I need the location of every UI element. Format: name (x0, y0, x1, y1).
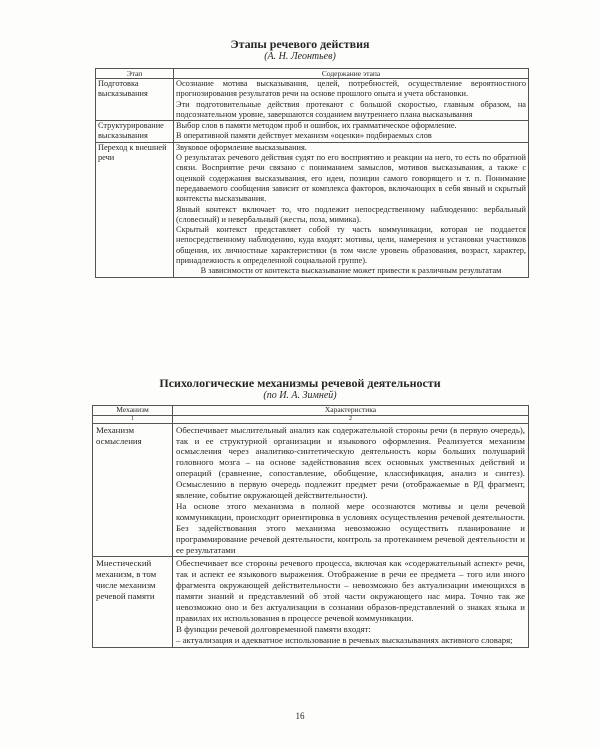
stage-cell: Переход к внешней речи (96, 142, 174, 277)
paragraph: Скрытый контекст представляет собой ту часть коммуникации, которая не поддается непосредственному наблюдению, куда входят: мотивы, цели, намерения и установки участников общения, их личностные характеристики (в том числе уровень образования, возраст, характер, принадлежность к определенной социальной группе). (176, 225, 526, 266)
content-cell (174, 79, 529, 121)
stage-cell: Структурирование высказывания (96, 121, 174, 143)
paragraph: Явный контекст включает то, что подлежит непосредственному наблюдению: вербальный (словесный) и невербальный (жесты, поза, мимика). (176, 204, 526, 224)
column-number: 1 (93, 415, 173, 423)
table-row (96, 121, 529, 143)
characteristic-cell (173, 423, 529, 557)
paragraph: Обеспечивает мыслительный анализ как содержательной стороны речи (в первую очередь), так и ее структурной организации и языкового оформления. Реализуется механизм осмысления через аналитико-синтетическую деятельность коры больших полушарий головного мозга – на основе задействования всех основных умственных действий и операций (сравнение, сопоставление, обобщение, классификация, анализ и синтез). Осмыслению в первую очередь подлежит предмет речи (отображаемые в РД фрагмент, явление, событие окружающей действительности). (176, 424, 525, 501)
paragraph: Выбор слов в памяти методом проб и ошибок, их грамматическое оформление. (176, 121, 457, 131)
paragraph: О результатах речевого действия судят по его восприятию и реакции на него, то есть по обратной связи. Восприятие речи связано с пониманием замыслов, мотивов высказывания, а также с оценкой содержания высказывания, его идеи, позиции самого говорящего и т. п. Понимание передаваемого сообщения зависит от комплекса факторов, включающих в себя явный и скрытый контексты высказывания. (176, 153, 526, 204)
paragraph: На основе этого механизма в полной мере осознаются мотивы и цели речевой коммуникации, происходит ориентировка в условиях осуществления речевой деятельности. Без задействования этого механизма невозможно осуществить планирование и программирование речевой деятельности, контроль за протеканием речевой деятельности и ее результатами (176, 500, 525, 555)
paragraph: Обеспечивает все стороны речевого процесса, включая как «содержательный аспект» речи, так и аспект ее языкового выражения. Отображение в речи ее предмета – того или иного фрагмента окружающей действительности – невозможно без актуализации имеющихся в памяти знаний и представлений об этой части окружающего нас мира. Точно так же невозможно оно и без актуализации в сознании образов-представлений о знаках языка и правилах их использования в процессе речевой коммуникации. (176, 558, 525, 623)
table1-title: Этапы речевого действия (230, 37, 370, 51)
table-row (93, 557, 529, 647)
speech-action-stages-table (95, 68, 529, 278)
table-header-row (93, 406, 529, 416)
mechanism-cell: Мнестический механизм, в том числе механизм речевой памяти (93, 557, 173, 647)
paragraph: Звуковое оформление высказывания. (176, 142, 307, 152)
paragraph: В функции речевой долговременной памяти входят: (176, 623, 371, 634)
stage-cell: Подготовка высказывания (96, 79, 174, 121)
column-header-stage: Этап (96, 69, 174, 79)
column-number: 2 (173, 415, 529, 423)
column-number-row (93, 415, 529, 423)
paragraph: В зависимости от контекста высказывание может привести к различным результатам (200, 266, 502, 276)
table-header-row (96, 69, 529, 79)
table-row (96, 79, 529, 121)
speech-mechanisms-table (92, 405, 529, 648)
paragraph: Эти подготовительные действия протекают с большой скоростью, главным образом, на подсознательном уровне, завершаются созданием внутреннего плана высказывания (176, 99, 526, 119)
table2-author: (по И. А. Зимней) (263, 390, 337, 401)
mechanism-cell: Механизм осмысления (93, 423, 173, 557)
page-number: 16 (295, 711, 305, 721)
table2-title: Психологические механизмы речевой деятельности (159, 376, 441, 390)
paragraph: В оперативной памяти действует механизм «оценки» подбираемых слов (176, 131, 432, 141)
column-header-content: Содержание этапа (174, 69, 529, 79)
characteristic-cell (173, 557, 529, 647)
paragraph: Осознание мотива высказывания, целей, потребностей, осуществление вероятностного прогнозирования результатов речи на основе прошлого опыта и учета обстановки. (176, 79, 526, 99)
table1-author: (А. Н. Леонтьев) (264, 51, 336, 62)
content-cell (174, 121, 529, 143)
table-row (93, 423, 529, 557)
content-cell (174, 142, 529, 277)
column-header-characteristic: Характеристика (173, 406, 529, 416)
column-header-mechanism: Механизм (93, 406, 173, 416)
paragraph: – актуализация и адекватное использование в речевых высказываниях активного словаря; (176, 634, 513, 645)
table-row (96, 142, 529, 277)
